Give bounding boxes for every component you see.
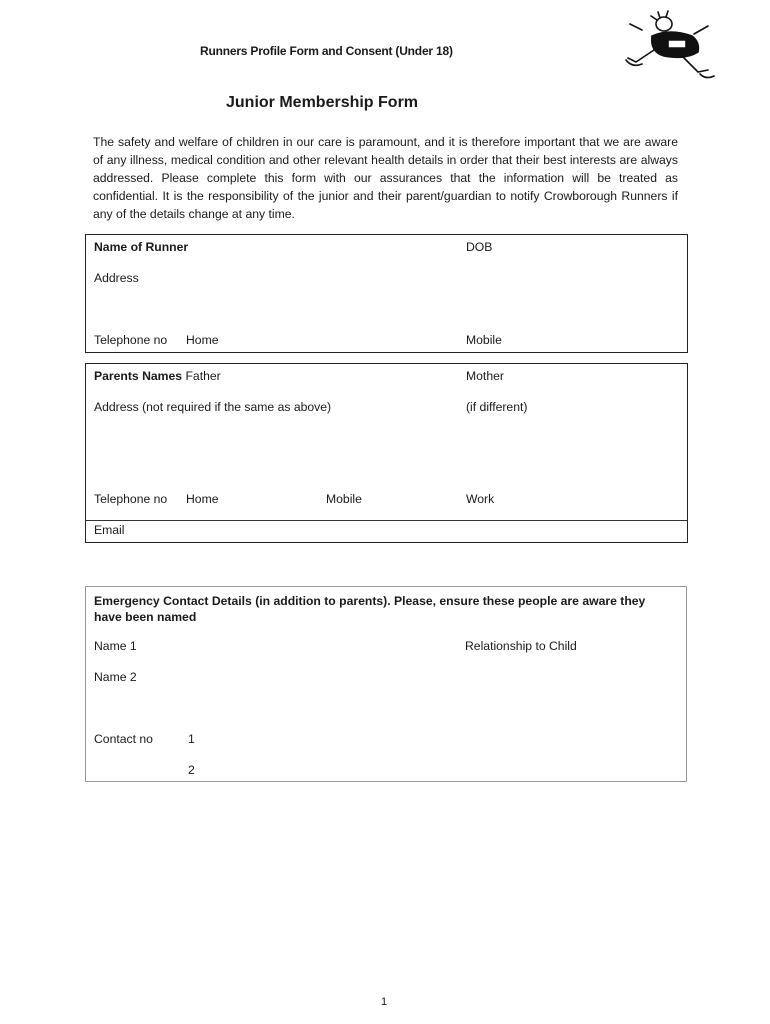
home-phone-label: Home — [186, 333, 219, 347]
runner-mascot-icon — [622, 10, 718, 88]
contact-1-label: 1 — [188, 732, 195, 746]
form-header-title: Runners Profile Form and Consent (Under 18) — [200, 44, 453, 58]
name2-label: Name 2 — [94, 670, 137, 684]
runner-details-section — [85, 234, 688, 353]
email-label: Email — [94, 523, 125, 537]
parents-details-section — [85, 363, 688, 543]
contact-no-label: Contact no — [94, 732, 153, 746]
intro-paragraph: The safety and welfare of children in our care is paramount, and it is therefore important that we are aware of any illness, medical condition and other relevant health details in order that their best interests are always addressed. Please complete this form with our assurances that the information will be treated as confidential. It is the responsibility of the junior and their parent/guardian to notify Crowborough Runners if any of the details change at any time. — [93, 135, 678, 221]
parents-names-row — [94, 369, 221, 383]
parents-address-label: Address (not required if the same as above) — [94, 400, 332, 414]
father-label: Father — [185, 369, 221, 383]
runner-name-label: Name of Runner — [94, 240, 189, 254]
parents-mobile-label: Mobile — [326, 492, 362, 506]
emergency-contact-section — [85, 586, 687, 782]
mother-label: Mother — [466, 369, 504, 383]
address-label: Address — [94, 271, 139, 285]
emergency-heading: Emergency Contact Details (in addition to parents). Please, ensure these people are aware they have been named — [94, 594, 646, 624]
email-divider — [86, 520, 687, 521]
dob-label: DOB — [466, 240, 493, 254]
if-different-label: (if different) — [466, 400, 528, 414]
work-label: Work — [466, 492, 495, 506]
page-number: 1 — [381, 996, 388, 1008]
telephone-label: Telephone no — [94, 333, 168, 347]
page-title: Junior Membership Form — [226, 94, 419, 111]
relationship-label: Relationship to Child — [465, 639, 577, 653]
mobile-label: Mobile — [466, 333, 502, 347]
parents-telephone-label: Telephone no — [94, 492, 168, 506]
parents-home-label: Home — [186, 492, 219, 506]
name1-label: Name 1 — [94, 639, 137, 653]
parents-names-label: Parents Names — [94, 369, 183, 383]
contact-2-label: 2 — [188, 763, 195, 777]
